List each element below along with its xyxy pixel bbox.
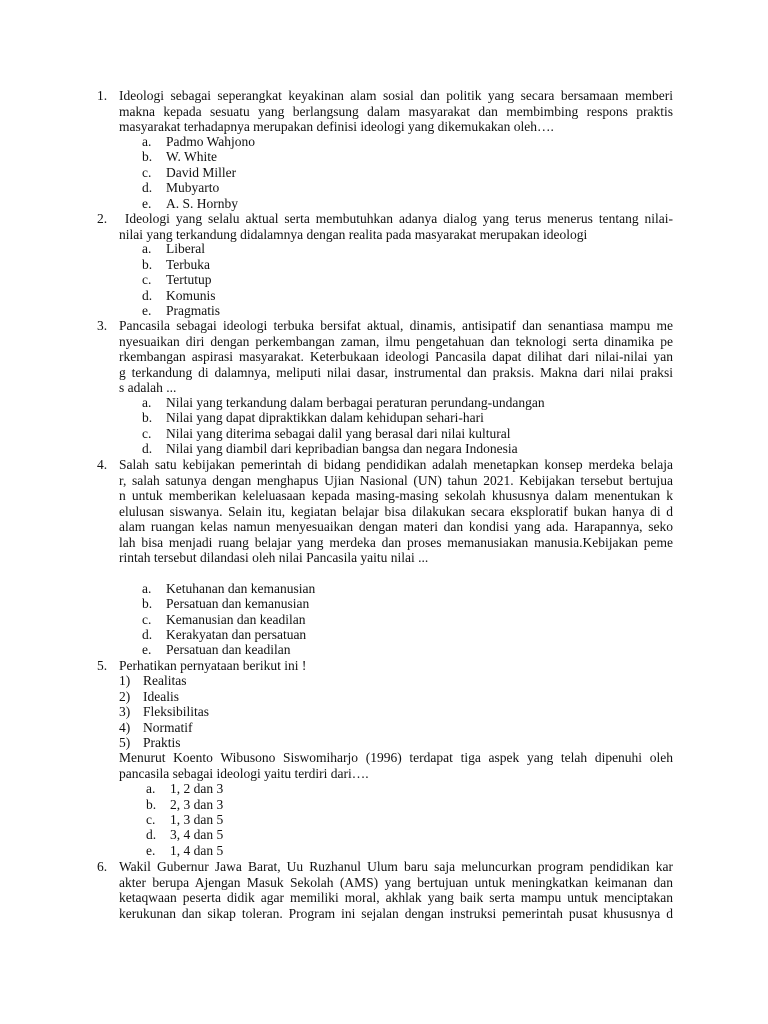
stem-line: Salah satu kebijakan pemerintah di bidang pendidikan adalah menetapkan konsep merdeka belaja bbox=[119, 457, 673, 472]
statement-number: 1) bbox=[119, 673, 131, 688]
stem-line: nilai yang terkandung didalamnya dengan realita pada masyarakat merupakan ideologi bbox=[119, 226, 588, 242]
option-text: 1, 2 dan 3 bbox=[170, 781, 224, 796]
option-letter: c. bbox=[146, 812, 156, 827]
option-text: Pragmatis bbox=[166, 303, 220, 318]
option-letter: b. bbox=[142, 596, 153, 611]
stem-line: r, salah satunya dengan menghapus Ujian Nasional (UN) tahun 2021. Kebijakan tersebut bertujua bbox=[119, 472, 673, 488]
option-letter: a. bbox=[146, 781, 156, 796]
question-number: 2. bbox=[97, 211, 108, 226]
option-letter: d. bbox=[142, 288, 153, 303]
option-letter: d. bbox=[142, 180, 153, 195]
option-text: Kerakyatan dan persatuan bbox=[166, 627, 307, 642]
question-number: 4. bbox=[97, 457, 108, 472]
question-intro: Perhatikan pernyataan berikut ini ! bbox=[119, 658, 307, 673]
statement-text: Praktis bbox=[143, 735, 181, 750]
option-text: 1, 4 dan 5 bbox=[170, 843, 224, 858]
stem-line: n untuk memberikan keleluasaan kepada masing-masing sekolah khususnya dalam menentukan k bbox=[119, 488, 673, 503]
option-letter: a. bbox=[142, 395, 152, 410]
option-text: 1, 3 dan 5 bbox=[170, 812, 224, 827]
option-letter: c. bbox=[142, 165, 152, 180]
option-text: Nilai yang dapat dipraktikkan dalam kehidupan sehari-hari bbox=[166, 410, 484, 425]
option-letter: c. bbox=[142, 272, 152, 287]
statement-number: 5) bbox=[119, 735, 131, 750]
statement-number: 3) bbox=[119, 704, 131, 719]
option-letter: a. bbox=[142, 241, 152, 256]
stem-line: masyarakat terhadapnya merupakan definisi ideologi yang dikemukakan oleh…. bbox=[119, 119, 554, 134]
stem-line: g terkandung di dalamnya, meliputi nilai dasar, instrumental dan praksis. Makna dari nilai praksi bbox=[119, 364, 673, 380]
stem-line: Ideologi sebagai seperangkat keyakinan alam sosial dan politik yang secara bersamaan memberi bbox=[119, 88, 673, 103]
question-stem bbox=[119, 211, 673, 242]
stem-line: makna kepada sesuatu yang berlangsung dalam masyarakat dan membimbing respons praktis bbox=[119, 103, 673, 119]
stem-line: alam ruangan kelas namun menyesuaikan dengan materi dan kondisi yang ada. Harapannya, seko bbox=[119, 519, 673, 534]
option-letter: c. bbox=[142, 426, 152, 441]
question-stem bbox=[119, 750, 673, 781]
stem-line: pancasila sebagai ideologi yaitu terdiri dari…. bbox=[119, 765, 369, 781]
question-number: 6. bbox=[97, 859, 108, 874]
statement-text: Idealis bbox=[143, 689, 179, 704]
stem-line: Pancasila sebagai ideologi terbuka bersifat aktual, dinamis, antisipatif dan senantiasa mampu me bbox=[119, 318, 673, 333]
option-text: Nilai yang terkandung dalam berbagai peraturan perundang-undangan bbox=[166, 395, 545, 410]
option-letter: b. bbox=[142, 149, 153, 164]
stem-line: elulusan siswanya. Selain itu, kegiatan belajar bisa dilakukan secara eksploratif bukan hanya di d bbox=[119, 503, 673, 519]
option-text: Persatuan dan kemanusian bbox=[166, 596, 310, 611]
option-letter: b. bbox=[142, 410, 153, 425]
stem-line: Menurut Koento Wibusono Siswomiharjo (1996) terdapat tiga aspek yang telah dipenuhi oleh bbox=[119, 750, 673, 765]
option-letter: a. bbox=[142, 581, 152, 596]
option-text: A. S. Hornby bbox=[166, 196, 239, 211]
option-letter: b. bbox=[146, 797, 157, 812]
statement-number: 4) bbox=[119, 720, 131, 735]
option-letter: c. bbox=[142, 612, 152, 627]
question-stem bbox=[119, 457, 673, 566]
question-number: 3. bbox=[97, 318, 108, 333]
option-text: Komunis bbox=[166, 288, 216, 303]
question-stem bbox=[119, 318, 673, 396]
stem-line: Ideologi yang selalu aktual serta membutuhkan adanya dialog yang terus menerus tentang nilai- bbox=[119, 211, 673, 226]
option-letter: e. bbox=[142, 196, 152, 211]
stem-line: rintah tersebut dilandasi oleh nilai Pancasila yaitu nilai ... bbox=[119, 550, 429, 565]
question-number: 1. bbox=[97, 88, 108, 103]
stem-line: akter berupa Ajengan Masuk Sekolah (AMS) yang bertujuan untuk meningkatkan keimanan dan bbox=[119, 874, 673, 890]
stem-line: nyesuaikan diri dengan perkembangan zaman, ilmu pengetahuan dan teknologi serta dinamika pe bbox=[119, 333, 673, 349]
option-letter: d. bbox=[146, 827, 157, 842]
question-stem bbox=[119, 859, 673, 921]
option-text: Ketuhanan dan kemanusian bbox=[166, 581, 316, 596]
option-text: Nilai yang diterima sebagai dalil yang berasal dari nilai kultural bbox=[166, 426, 511, 441]
option-text: Padmo Wahjono bbox=[166, 134, 256, 149]
option-letter: d. bbox=[142, 627, 153, 642]
statement-text: Fleksibilitas bbox=[143, 704, 210, 719]
option-letter: e. bbox=[146, 843, 156, 858]
option-text: Kemanusian dan keadilan bbox=[166, 612, 306, 627]
stem-line: lah bisa menjadi ruang belajar yang merdeka dan proses memanusiakan manusia.Kebijakan peme bbox=[119, 534, 673, 550]
option-text: 3, 4 dan 5 bbox=[170, 827, 224, 842]
option-text: W. White bbox=[166, 149, 217, 164]
option-letter: e. bbox=[142, 642, 152, 657]
stem-line: s adalah ... bbox=[119, 380, 177, 395]
option-text: Liberal bbox=[166, 241, 205, 256]
question-stem bbox=[119, 88, 673, 135]
statement-text: Realitas bbox=[143, 673, 187, 688]
option-letter: e. bbox=[142, 303, 152, 318]
option-text: Persatuan dan keadilan bbox=[166, 642, 291, 657]
option-text: Terbuka bbox=[166, 257, 211, 272]
option-text: Tertutup bbox=[166, 272, 212, 287]
question-number: 5. bbox=[97, 658, 108, 673]
option-text: Nilai yang diambil dari kepribadian bangsa dan negara Indonesia bbox=[166, 441, 518, 456]
option-text: 2, 3 dan 3 bbox=[170, 797, 224, 812]
stem-line: rkembangan aspirasi masyarakat. Keterbukaan ideologi Pancasila dapat dilihat dari nilai-nilai yan bbox=[119, 349, 673, 364]
stem-line: Wakil Gubernur Jawa Barat, Uu Ruzhanul Ulum baru saja meluncurkan program pendidikan kar bbox=[119, 859, 673, 874]
stem-line: kerukunan dan sikap toleran. Program ini sejalan dengan instruksi pemerintah pusat khususnya d bbox=[119, 905, 673, 921]
option-letter: a. bbox=[142, 134, 152, 149]
option-text: David Miller bbox=[166, 165, 237, 180]
option-letter: b. bbox=[142, 257, 153, 272]
option-letter: d. bbox=[142, 441, 153, 456]
stem-line: ketaqwaan peserta didik agar memiliki moral, akhlak yang baik serta mampu untuk menciptakan bbox=[119, 890, 673, 905]
statement-text: Normatif bbox=[143, 720, 193, 735]
statement-number: 2) bbox=[119, 689, 131, 704]
option-text: Mubyarto bbox=[166, 180, 220, 195]
